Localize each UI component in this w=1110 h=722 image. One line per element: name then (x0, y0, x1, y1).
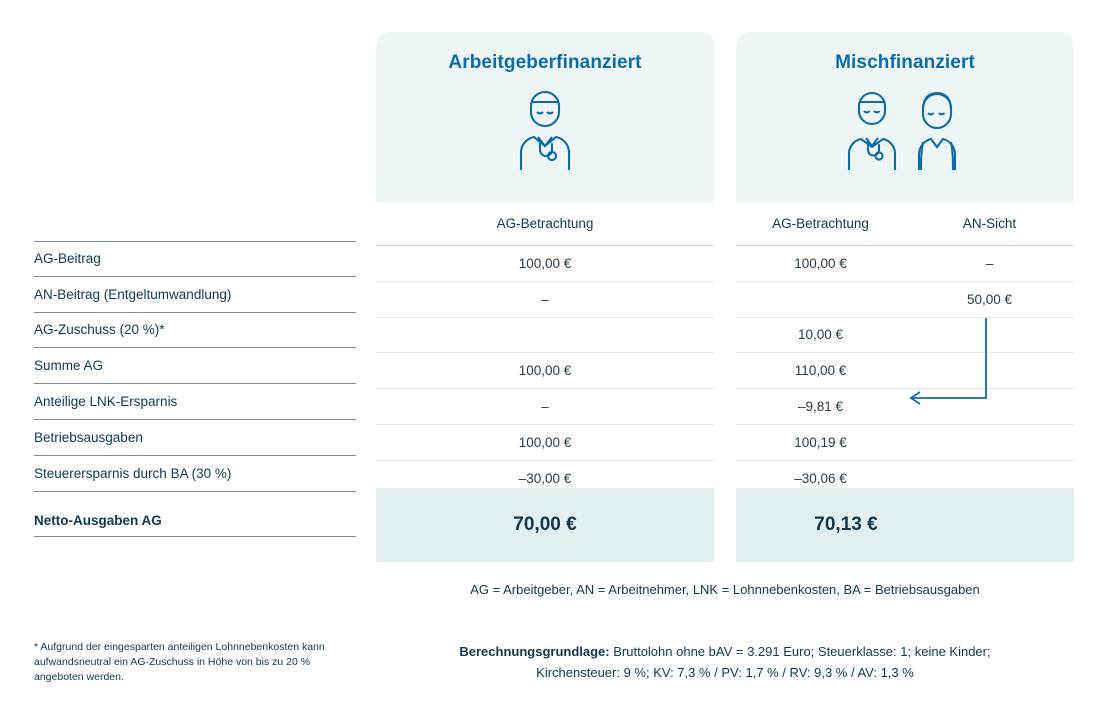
value-an-beitrag: – (541, 291, 549, 307)
annotation-arrow-icon (890, 316, 1000, 413)
value-row (376, 318, 714, 354)
footnote-text: * Aufgrund der eingesparten anteiligen Lohnnebenkosten kann aufwandsneutral ein AG-Zuschuss in Höhe von bis zu 20 % angeboten werden. (34, 641, 325, 684)
total-value: 70,00 € (513, 514, 577, 535)
value-lnk-ersparnis: – (541, 399, 549, 415)
row-label: Summe AG (34, 348, 356, 384)
card-mischfinanziert (736, 32, 1074, 562)
card-total-double (736, 488, 1074, 562)
column-header-row (736, 202, 1074, 246)
column-header-an: AN-Sicht (962, 216, 1017, 231)
value-row (376, 246, 714, 282)
value-row (376, 425, 714, 461)
value-ag-zuschuss-ag: 10,00 € (797, 327, 844, 343)
value-ag-beitrag: 100,00 € (518, 255, 572, 271)
row-label: AN-Beitrag (Entgeltumwandlung) (34, 277, 356, 313)
two-persons-icon (845, 86, 965, 177)
calculation-basis-line1: Bruttolohn ohne bAV = 3.291 Euro; Steuerklasse: 1; keine Kinder; (609, 644, 991, 659)
value-row (376, 389, 714, 425)
card-arbeitgeberfinanziert (376, 32, 714, 562)
calculation-basis (376, 641, 1074, 683)
value-row (736, 246, 1074, 282)
row-label: Betriebsausgaben (34, 420, 356, 456)
calculation-basis-label: Berechnungsgrundlage: (459, 644, 610, 659)
single-person-icon (507, 86, 583, 177)
column-header-ag: AG-Betrachtung (772, 216, 869, 231)
value-ag-beitrag-ag: 100,00 € (794, 255, 847, 271)
value-steuerersparnis: –30,00 € (518, 471, 572, 487)
card-header (736, 32, 1074, 202)
total-value: 70,13 € (814, 514, 878, 535)
card-table-single (376, 202, 714, 488)
value-betriebsausgaben-ag: 100,19 € (794, 434, 847, 450)
value-row (376, 282, 714, 318)
row-label: Anteilige LNK-Ersparnis (34, 384, 356, 420)
calculation-basis-line2: Kirchensteuer: 9 %; KV: 7,3 % / PV: 1,7 % / RV: 9,3 % / AV: 1,3 % (536, 665, 914, 681)
card-title: Arbeitgeberfinanziert (448, 52, 642, 73)
value-summe-ag: 100,00 € (518, 363, 572, 379)
card-header (376, 32, 714, 202)
value-betriebsausgaben: 100,00 € (518, 434, 572, 450)
row-label-total: Netto-Ausgaben AG (34, 513, 356, 537)
row-label: AG-Beitrag (34, 241, 356, 277)
value-lnk-ersparnis-ag: –9,81 € (797, 399, 844, 415)
card-title: Mischfinanziert (835, 52, 975, 73)
row-label: Steuerersparnis durch BA (30 %) (34, 456, 356, 492)
value-ag-beitrag-an: – (985, 255, 994, 271)
value-row (376, 353, 714, 389)
abbreviation-legend: AG = Arbeitgeber, AN = Arbeitnehmer, LNK = Lohnnebenkosten, BA = Betriebsausgaben (470, 582, 980, 597)
column-header-ag: AG-Betrachtung (496, 216, 594, 231)
row-label-column (34, 241, 356, 492)
value-row (736, 282, 1074, 318)
row-label: AG-Zuschuss (20 %)* (34, 313, 356, 349)
value-summe-ag-ag: 110,00 € (794, 363, 847, 379)
value-an-beitrag-an: 50,00 € (966, 291, 1013, 307)
card-total-single (376, 488, 714, 562)
value-row (736, 425, 1074, 461)
value-steuerersparnis-ag: –30,06 € (794, 471, 847, 487)
column-header-row (376, 202, 714, 246)
